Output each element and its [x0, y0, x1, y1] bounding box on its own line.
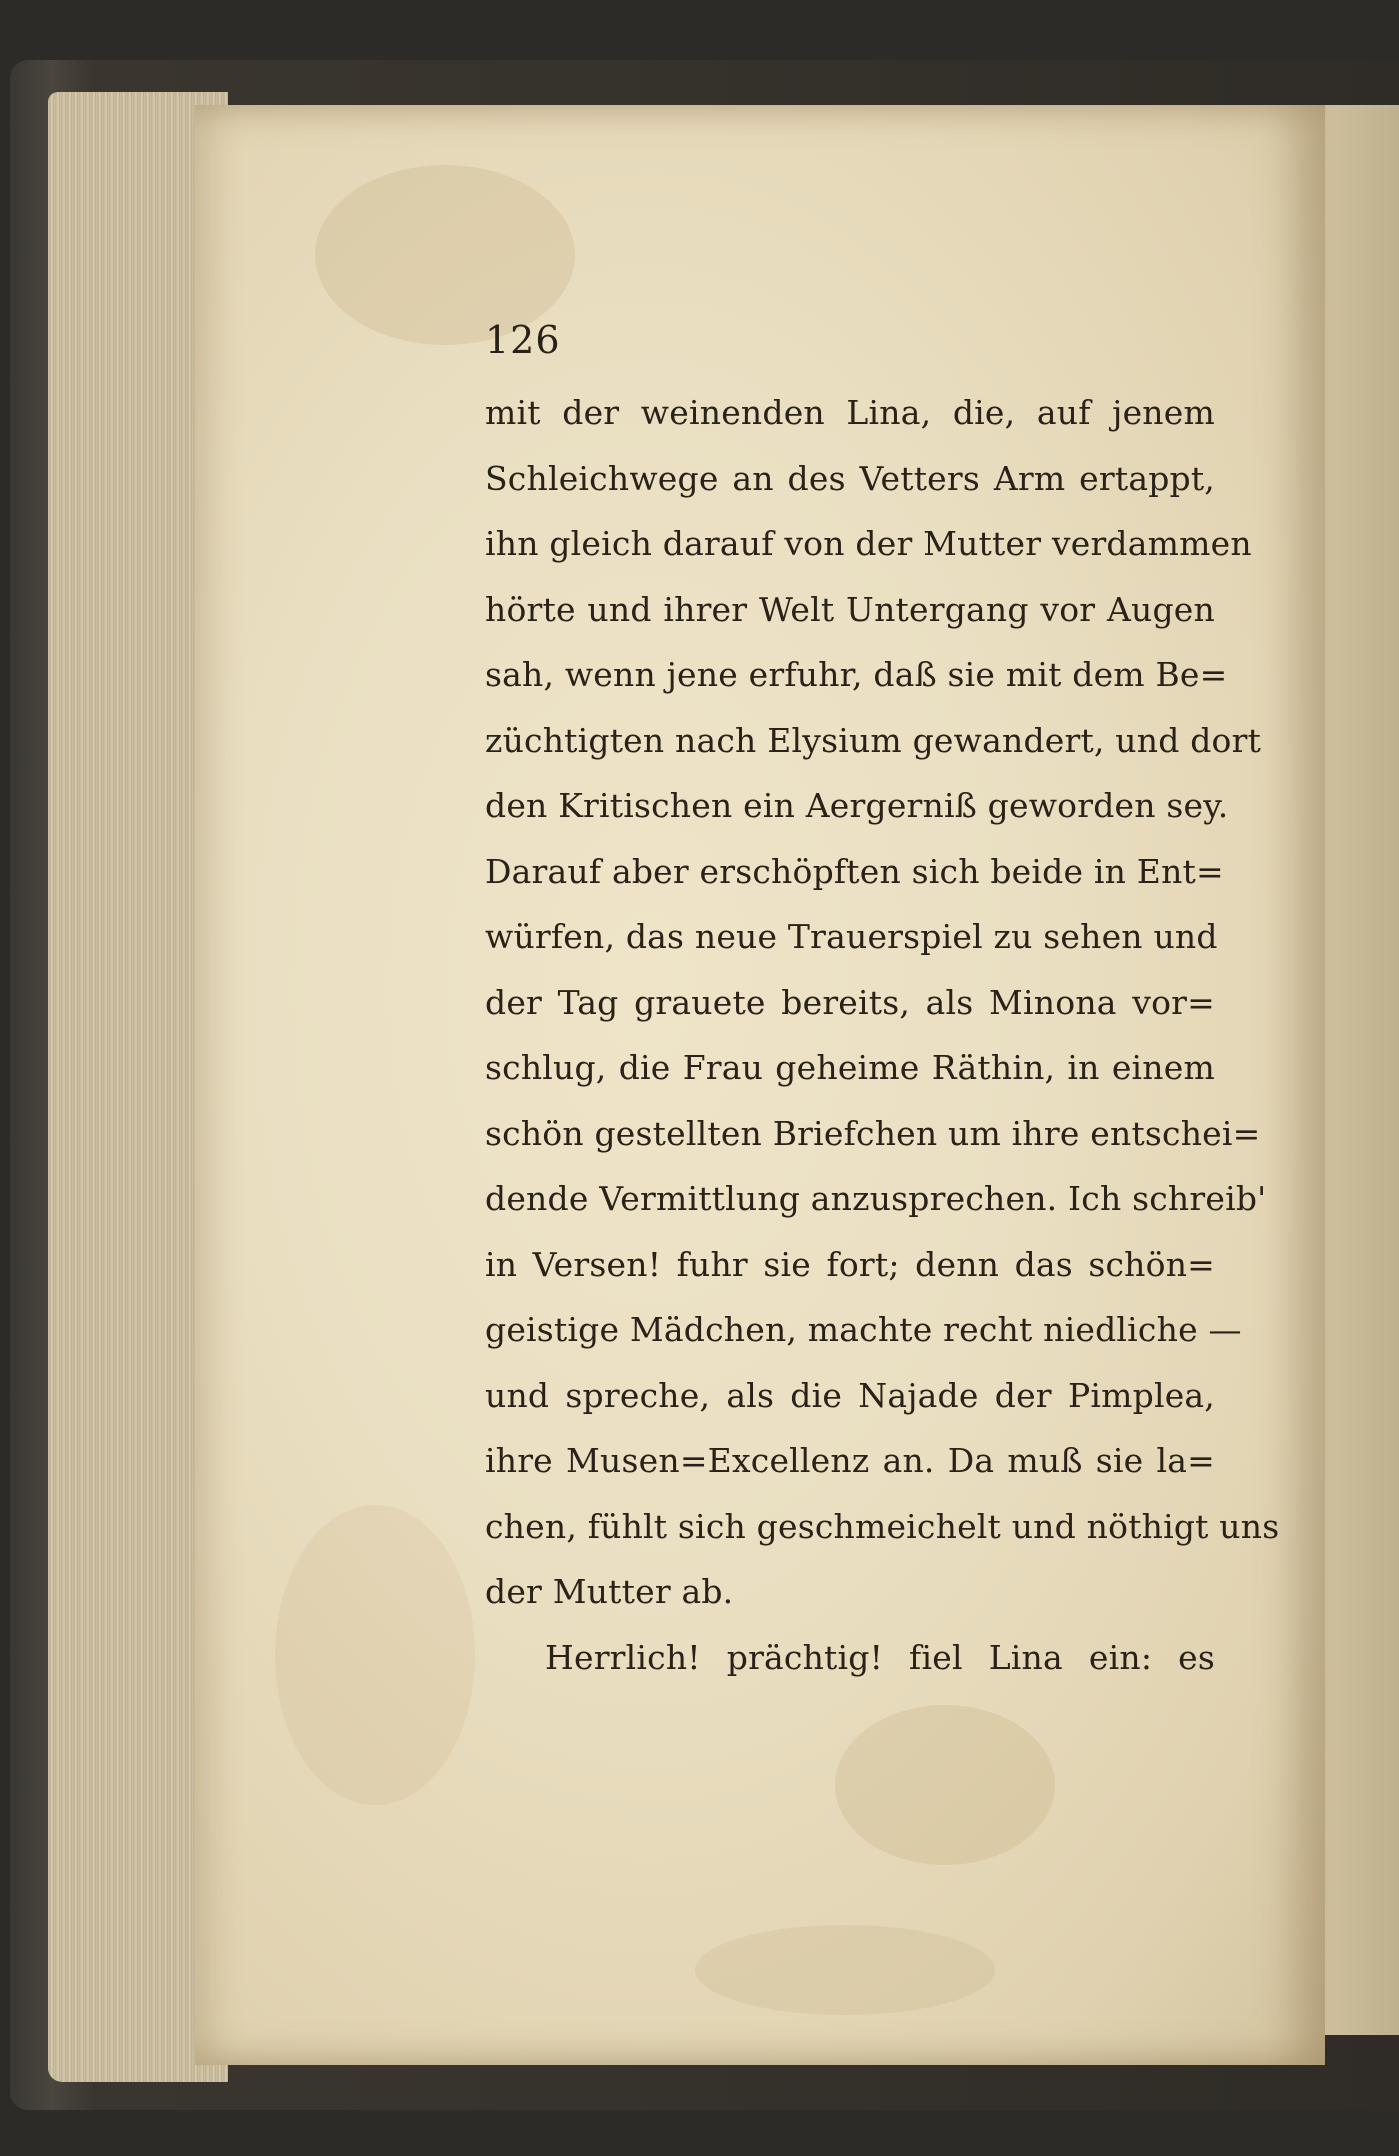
- text-line: ihre Musen=Excellenz an. Da muß sie la=: [485, 1441, 1215, 1480]
- text-line: züchtigten nach Elysium gewandert, und dort: [485, 720, 1262, 760]
- text-line: hörte und ihrer Welt Untergang vor Augen: [485, 589, 1215, 629]
- text-line: chen, fühlt sich geschmeichelt und nöthigt uns: [485, 1506, 1280, 1546]
- text-line: schlug, die Frau geheime Räthin, in einem: [485, 1048, 1215, 1087]
- text-line: schön gestellten Briefchen um ihre entschei=: [485, 1113, 1261, 1153]
- text-line: Schleichwege an des Vetters Arm ertappt,: [485, 458, 1215, 498]
- text-line: dende Vermittlung anzusprechen. Ich schreib': [485, 1179, 1267, 1218]
- text-line: sah, wenn jene erfuhr, daß sie mit dem Be=: [485, 655, 1228, 694]
- page-number: 126: [485, 318, 561, 362]
- text-line: geistige Mädchen, machte recht niedliche —: [485, 1310, 1242, 1349]
- text-line: mit der weinenden Lina, die, auf jenem: [485, 393, 1215, 432]
- text-line: und spreche, als die Najade der Pimplea,: [485, 1375, 1215, 1415]
- text-line: in Versen! fuhr sie fort; denn das schön=: [485, 1244, 1215, 1284]
- text-line: Darauf aber erschöpften sich beide in Ent=: [485, 851, 1224, 891]
- text-line: Herrlich! prächtig! fiel Lina ein: es: [545, 1637, 1215, 1677]
- body-text: [485, 380, 1280, 1690]
- text-line: der Tag grauete bereits, als Minona vor=: [485, 982, 1215, 1022]
- text-line: der Mutter ab.: [485, 1572, 734, 1611]
- text-line: ihn gleich darauf von der Mutter verdammen: [485, 524, 1252, 563]
- text-line: den Kritischen ein Aergerniß geworden sey.: [485, 786, 1229, 825]
- text-line: würfen, das neue Trauerspiel zu sehen und: [485, 917, 1218, 956]
